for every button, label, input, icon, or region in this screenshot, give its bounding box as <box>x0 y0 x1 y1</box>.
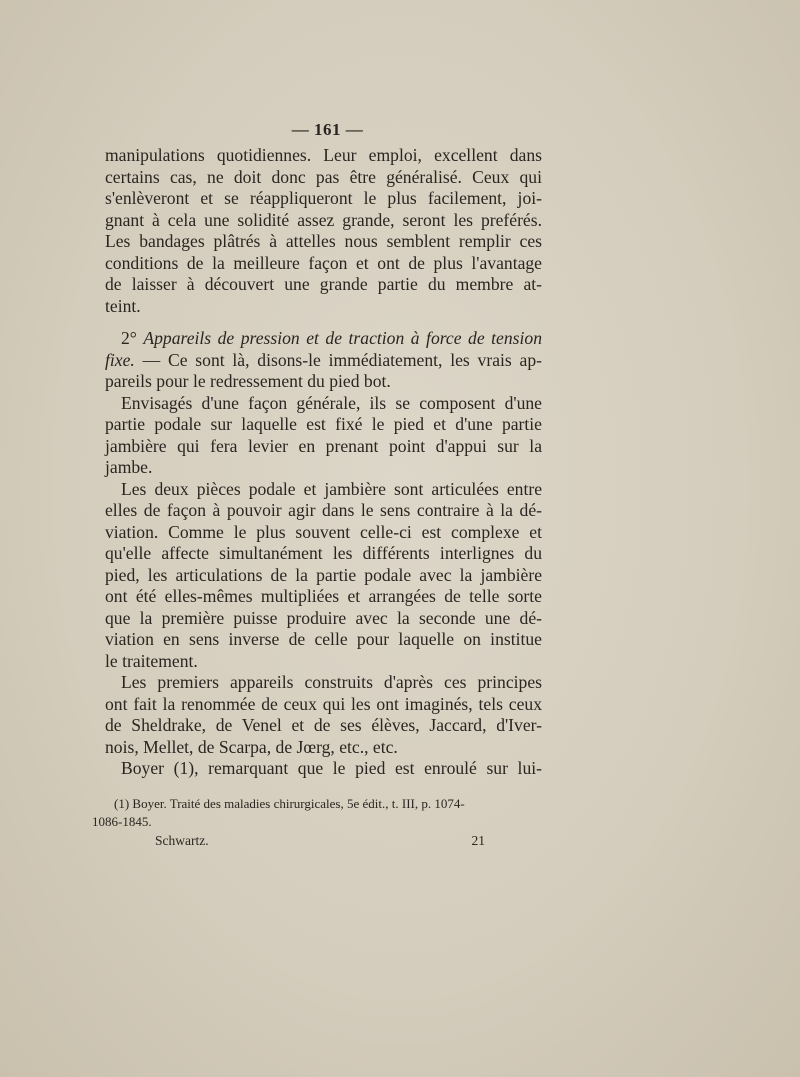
text-line: ont fait la renommée de ceux qui les ont imaginés, tels ceux <box>105 693 542 714</box>
footer-author: Schwartz. <box>155 833 209 848</box>
text-line <box>105 350 542 372</box>
text-line: de Sheldrake, de Venel et de ses élèves, Jaccard, d'Iver- <box>105 715 542 735</box>
text-line: que la première puisse produire avec la seconde une dé- <box>105 607 542 628</box>
paragraph <box>105 145 542 317</box>
paragraph <box>105 672 542 758</box>
paragraph <box>105 393 542 479</box>
text-line: gnant à cela une solidité assez grande, seront les preférés. <box>105 209 542 230</box>
text-span: — Ce sont là, disons-le immédiatement, les vrais ap- <box>142 349 542 370</box>
body-text <box>105 145 542 780</box>
text-line: partie podale sur laquelle est fixé le pied et d'une partie <box>105 414 542 434</box>
text-line: Les bandages plâtrés à attelles nous semblent remplir ces <box>105 231 542 251</box>
footnote <box>92 795 542 831</box>
text-line: de laisser à découvert une grande partie du membre at- <box>105 274 542 294</box>
section-paragraph <box>105 328 542 393</box>
signature-mark: 21 <box>471 833 485 848</box>
text-line: pied, les articulations de la partie podale avec la jambière <box>105 564 542 585</box>
text-line: jambe. <box>105 457 153 477</box>
text-line: Les deux pièces podale et jambière sont articulées entre <box>121 478 542 499</box>
text-line: Les premiers appareils construits d'après ces principes <box>121 672 542 692</box>
text-line: Boyer (1), remarquant que le pied est enroulé sur lui- <box>121 758 542 778</box>
page-footer <box>155 833 485 849</box>
text-line: Envisagés d'une façon générale, ils se composent d'une <box>121 392 542 413</box>
text-line: certains cas, ne doit donc pas être généralisé. Ceux qui <box>105 166 542 187</box>
text-line: nois, Mellet, de Scarpa, de Jœrg, etc., etc. <box>105 736 398 757</box>
text-line: teint. <box>105 295 141 316</box>
text-line: s'enlèveront et se réappliqueront le plus facilement, joi- <box>105 188 542 208</box>
text-line: qu'elle affecte simultanément les différents interlignes du <box>105 543 542 563</box>
text-line: pareils pour le redressement du pied bot. <box>105 371 391 391</box>
text-line: viation en sens inverse de celle pour laquelle on institue <box>105 629 542 649</box>
text-line: conditions de la meilleure façon et ont de plus l'avantage <box>105 252 542 273</box>
page-number: — 161 — <box>291 120 364 139</box>
text-line: viation. Comme le plus souvent celle-ci est complexe et <box>105 521 542 542</box>
paragraph <box>105 479 542 673</box>
text-line: le traitement. <box>105 650 198 671</box>
section-number: 2° <box>121 328 137 348</box>
paragraph <box>105 758 542 780</box>
section-heading-end: fixe. <box>105 349 135 370</box>
footnote-line: 1086-1845. <box>92 814 152 829</box>
footnote-line: (1) Boyer. Traité des maladies chirurgicales, 5e édit., t. III, p. 1074- <box>114 796 465 811</box>
text-line: jambière qui fera levier en prenant point d'appui sur la <box>105 435 542 456</box>
text-line: ont été elles-mêmes multipliées et arrangées de telle sorte <box>105 586 542 606</box>
section-heading-line <box>105 328 542 350</box>
text-line: manipulations quotidiennes. Leur emploi, excellent dans <box>105 145 542 165</box>
section-heading: Appareils de pression et de traction à force de tension <box>143 328 542 348</box>
text-line: elles de façon à pouvoir agir dans le sens contraire à la dé- <box>105 500 542 520</box>
